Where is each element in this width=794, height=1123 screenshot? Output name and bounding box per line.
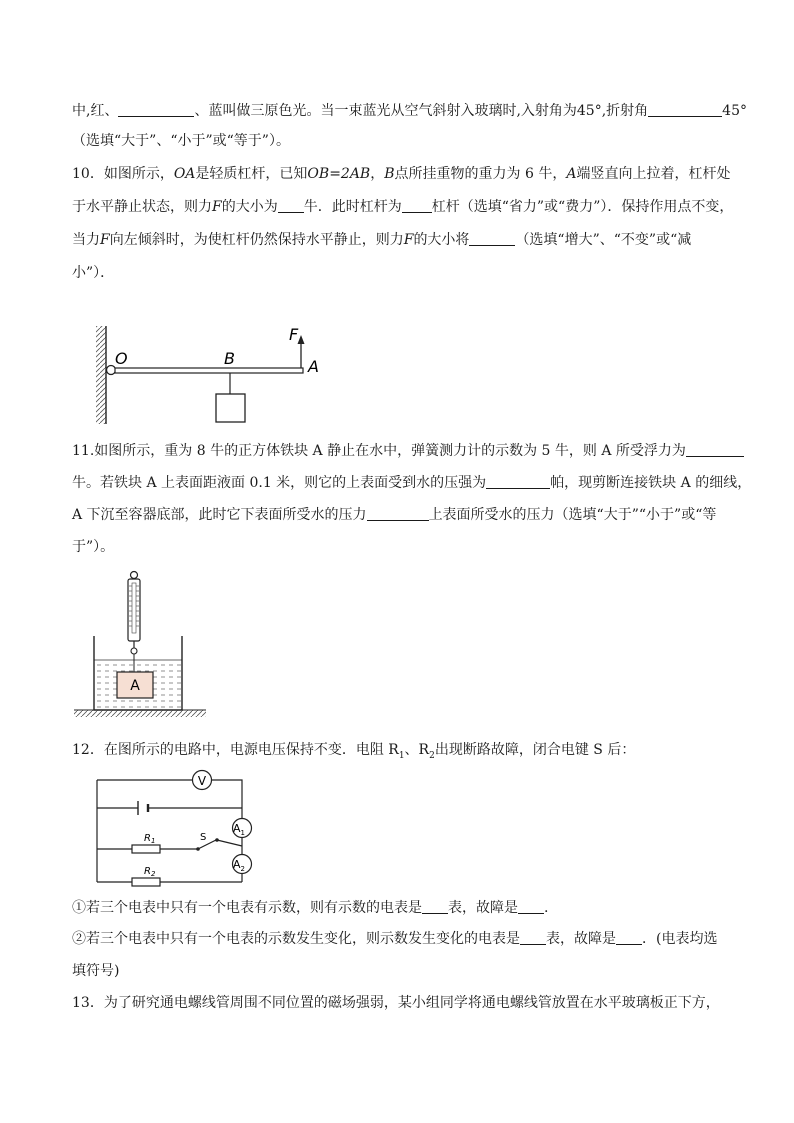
q10-line-4: 小”）． — [72, 265, 115, 281]
answer-blank[interactable] — [686, 442, 744, 457]
weight-block — [216, 394, 245, 422]
scale-hook — [131, 648, 137, 654]
circuit-figure — [92, 766, 262, 891]
answer-blank[interactable] — [486, 474, 550, 489]
wall-hatching — [96, 326, 106, 424]
r1-label: $R_1$ — [144, 833, 156, 845]
q11-line-4: 于”）。 — [72, 539, 115, 555]
label-f: F — [289, 325, 299, 344]
q10-line-1: 10．如图所示，OA是轻质杠杆，已知OB=2AB，B点所挂重物的重力为 6 牛，A端竖直向上拉着，杠杆处 — [72, 166, 731, 182]
lever-figure — [90, 318, 330, 428]
voltmeter-label: V — [197, 774, 207, 788]
answer-blank[interactable] — [469, 231, 515, 246]
answer-blank[interactable] — [278, 198, 304, 213]
ground — [74, 710, 206, 717]
q10-line-3: 当力F向左倾斜时，为使杠杆仍然保持水平静止，则力F的大小将 （选填“增大”、“不变”或“减 — [72, 232, 692, 248]
scale-ring — [131, 572, 138, 579]
block-label: A — [130, 678, 140, 694]
answer-blank[interactable] — [422, 899, 448, 914]
resistor-r1 — [132, 845, 160, 853]
ammeter-a2-label: $A_2$ — [233, 858, 245, 873]
r2-label: $R_2$ — [144, 866, 156, 878]
q11-line-1: 11.如图所示，重为 8 牛的正方体铁块 A 静止在水中，弹簧测力计的示数为 5 牛，则 A 所受浮力为 — [72, 441, 744, 461]
switch-contact — [215, 838, 219, 842]
spring-scale-figure — [72, 566, 222, 721]
q12-line-1: 12．在图所示的电路中，电源电压保持不变．电阻 $R_1$、$R_2$出现断路故障，闭合电键 S 后： — [72, 742, 636, 761]
q12-sub-2: ②若三个电表中只有一个电表的示数发生变化，则示数发生变化的电表是 表，故障是 ．(电表均选 — [72, 931, 718, 947]
scale-slot — [132, 583, 136, 633]
q12-sub-1: ①若三个电表中只有一个电表有示数，则有示数的电表是 表，故障是 . — [72, 900, 549, 916]
q9-line-2: （选填“大于”、“小于”或“等于”）。 — [72, 133, 290, 149]
lever-bar — [115, 368, 303, 373]
circuit-wires — [97, 780, 242, 882]
q13-line-1: 13．为了研究通电螺线管周围不同位置的磁场强弱，某小组同学将通电螺线管放置在水平玻璃板正下方， — [72, 995, 720, 1011]
label-o: O — [115, 349, 128, 368]
answer-blank[interactable] — [402, 198, 432, 213]
q11-line-3: A 下沉至容器底部，此时它下表面所受水的压力 上表面所受水的压力（选填“大于”“小于”或“等 — [72, 507, 717, 523]
answer-blank[interactable] — [367, 506, 429, 521]
answer-blank[interactable] — [520, 930, 546, 945]
q10-line-2: 于水平静止状态，则力F的大小为 牛．此时杠杆为 杠杆（选填“省力”或“费力”）．保持作用点不变， — [72, 199, 734, 215]
resistor-r2 — [132, 878, 160, 886]
label-b: B — [224, 349, 235, 368]
answer-blank[interactable] — [616, 930, 642, 945]
q11-line-2: 牛。若铁块 A 上表面距液面 0.1 米，则它的上表面受到水的压强为 帕，现剪断连接铁块 A 的细线， — [72, 475, 752, 491]
answer-blank[interactable] — [118, 102, 194, 117]
answer-blank[interactable] — [518, 899, 544, 914]
force-arrowhead — [298, 335, 305, 344]
answer-blank[interactable] — [648, 102, 722, 117]
q12-sub-2-cont: 填符号) — [72, 963, 120, 979]
ammeter-a1-label: $A_1$ — [233, 822, 245, 837]
label-a: A — [308, 357, 319, 376]
switch-label: S — [200, 832, 207, 843]
q9-line-1: 中,红、 、蓝叫做三原色光。当一束蓝光从空气斜射入玻璃时,入射角为45°,折射角 45° — [72, 103, 747, 119]
